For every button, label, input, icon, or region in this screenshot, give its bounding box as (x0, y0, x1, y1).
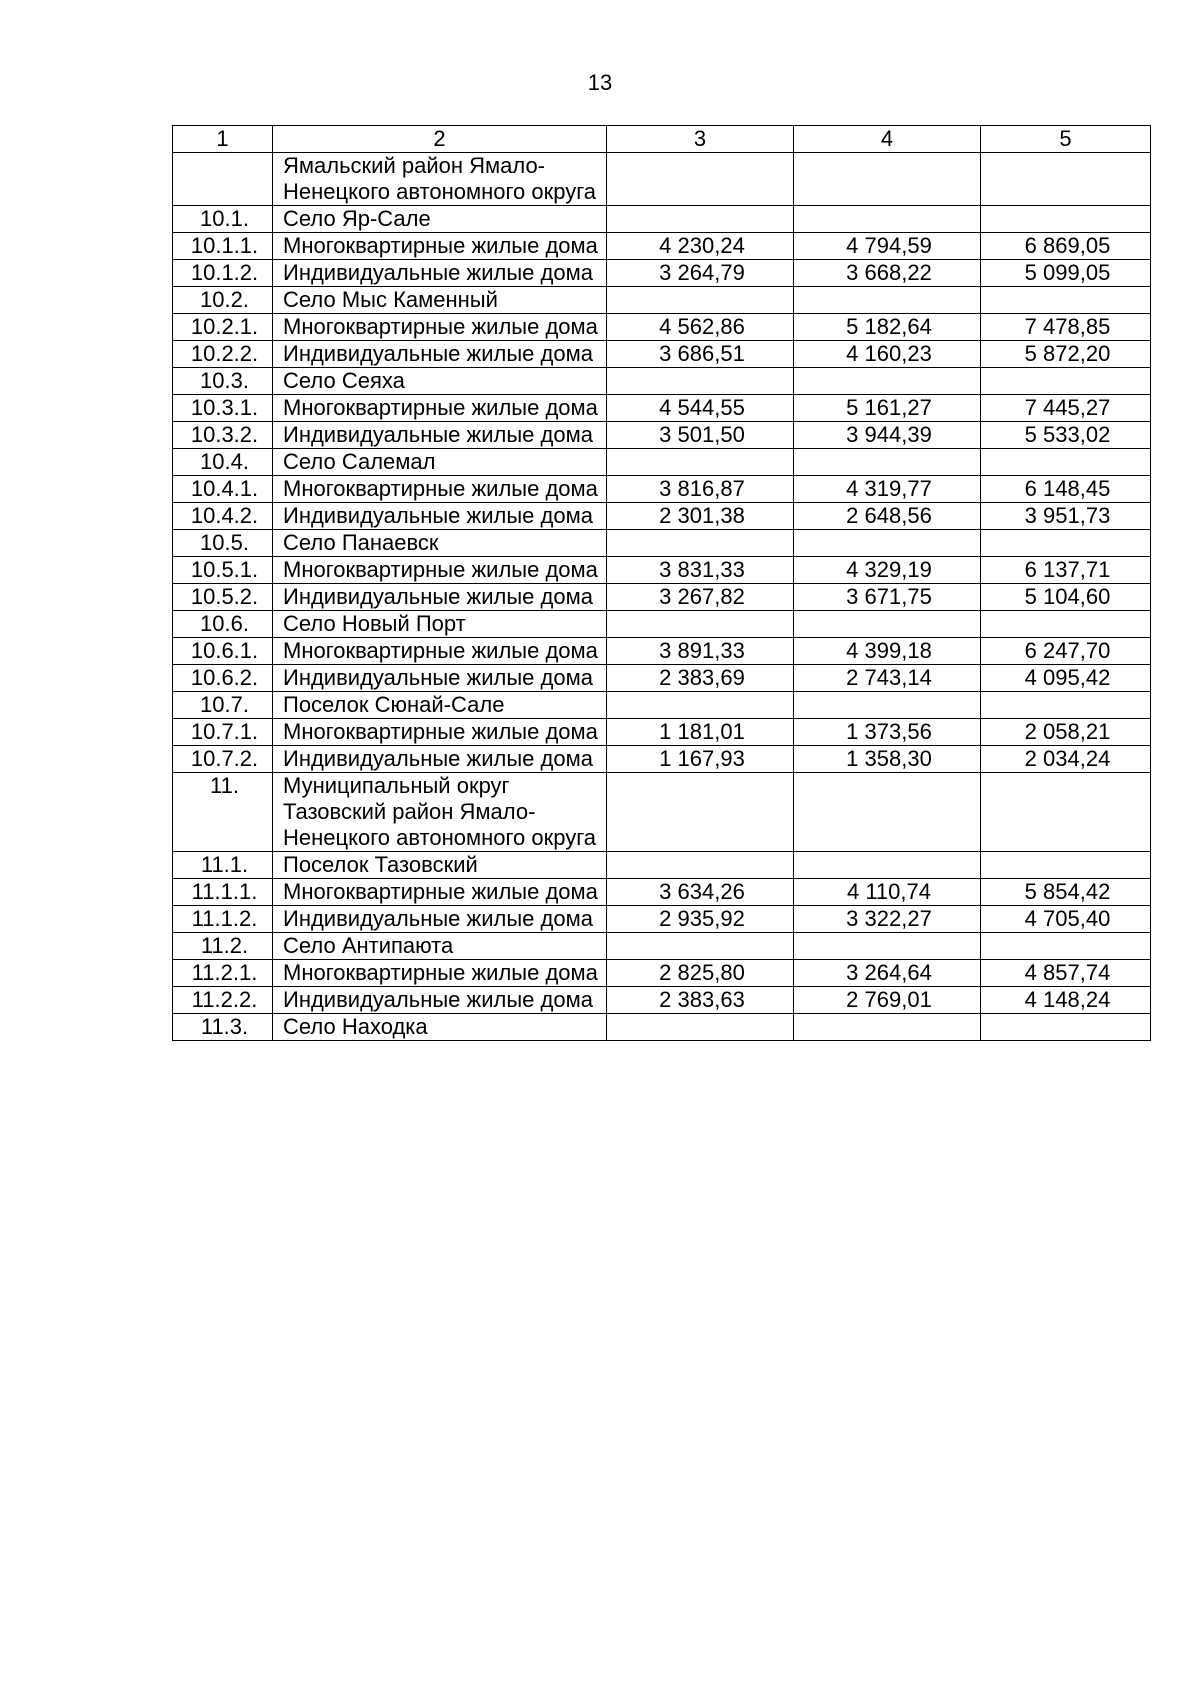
value-col-5: 6 247,70 (981, 638, 1151, 665)
value-col-5: 5 872,20 (981, 341, 1151, 368)
row-name: Индивидуальные жилые дома (273, 260, 607, 287)
row-number: 10.4.1. (173, 476, 273, 503)
row-name: Село Яр-Сале (273, 206, 607, 233)
row-name: Индивидуальные жилые дома (273, 746, 607, 773)
row-number: 11.3. (173, 1014, 273, 1041)
value-col-5: 6 137,71 (981, 557, 1151, 584)
value-col-3 (607, 153, 794, 206)
value-col-5 (981, 773, 1151, 852)
value-col-5: 5 104,60 (981, 584, 1151, 611)
row-name: Ямальский район Ямало-Ненецкого автономного округа (273, 153, 607, 206)
value-col-4: 4 794,59 (794, 233, 981, 260)
value-col-3: 1 181,01 (607, 719, 794, 746)
value-col-5: 3 951,73 (981, 503, 1151, 530)
value-col-4 (794, 206, 981, 233)
row-number: 10.6. (173, 611, 273, 638)
value-col-4: 3 322,27 (794, 906, 981, 933)
value-col-5 (981, 852, 1151, 879)
table-row (173, 449, 1151, 476)
value-col-5: 7 445,27 (981, 395, 1151, 422)
row-number: 10.1.1. (173, 233, 273, 260)
table-row (173, 852, 1151, 879)
value-col-3: 2 301,38 (607, 503, 794, 530)
value-col-4: 4 329,19 (794, 557, 981, 584)
value-col-4: 3 264,64 (794, 960, 981, 987)
table-row (173, 960, 1151, 987)
value-col-3: 1 167,93 (607, 746, 794, 773)
value-col-4: 3 671,75 (794, 584, 981, 611)
value-col-3: 4 230,24 (607, 233, 794, 260)
value-col-4 (794, 773, 981, 852)
value-col-3 (607, 449, 794, 476)
row-number: 10.3. (173, 368, 273, 395)
value-col-5 (981, 206, 1151, 233)
table-header-row (173, 126, 1151, 153)
column-header: 3 (607, 126, 794, 153)
table-row (173, 153, 1151, 206)
value-col-4 (794, 530, 981, 557)
row-number: 10.5.1. (173, 557, 273, 584)
row-name: Многоквартирные жилые дома (273, 476, 607, 503)
value-col-3 (607, 852, 794, 879)
value-col-4 (794, 1014, 981, 1041)
page-number: 13 (587, 70, 613, 95)
value-col-4 (794, 153, 981, 206)
row-name: Село Мыс Каменный (273, 287, 607, 314)
row-number: 10.7.2. (173, 746, 273, 773)
row-number: 11.2. (173, 933, 273, 960)
value-col-5: 7 478,85 (981, 314, 1151, 341)
value-col-5 (981, 692, 1151, 719)
row-name: Село Сеяха (273, 368, 607, 395)
value-col-4: 3 944,39 (794, 422, 981, 449)
value-col-5: 6 148,45 (981, 476, 1151, 503)
table-row (173, 665, 1151, 692)
value-col-3: 3 634,26 (607, 879, 794, 906)
row-name: Муниципальный округ Тазовский район Ямало-Ненецкого автономного округа (273, 773, 607, 852)
table-row (173, 314, 1151, 341)
value-col-3 (607, 773, 794, 852)
value-col-5 (981, 153, 1151, 206)
price-table (172, 125, 1151, 1041)
row-name: Многоквартирные жилые дома (273, 960, 607, 987)
row-name: Индивидуальные жилые дома (273, 665, 607, 692)
value-col-4: 4 319,77 (794, 476, 981, 503)
table-row (173, 233, 1151, 260)
value-col-5 (981, 449, 1151, 476)
value-col-3: 3 831,33 (607, 557, 794, 584)
row-name: Многоквартирные жилые дома (273, 314, 607, 341)
row-number: 10.2.2. (173, 341, 273, 368)
value-col-4: 2 769,01 (794, 987, 981, 1014)
table-row (173, 746, 1151, 773)
value-col-4: 2 743,14 (794, 665, 981, 692)
value-col-3 (607, 206, 794, 233)
value-col-4 (794, 933, 981, 960)
row-number: 10.5. (173, 530, 273, 557)
table-row (173, 906, 1151, 933)
value-col-5: 6 869,05 (981, 233, 1151, 260)
row-name: Поселок Тазовский (273, 852, 607, 879)
value-col-4: 4 160,23 (794, 341, 981, 368)
value-col-4: 5 161,27 (794, 395, 981, 422)
value-col-5: 4 095,42 (981, 665, 1151, 692)
row-name: Поселок Сюнай-Сале (273, 692, 607, 719)
value-col-4: 1 373,56 (794, 719, 981, 746)
value-col-5 (981, 368, 1151, 395)
row-number: 10.1. (173, 206, 273, 233)
column-header: 1 (173, 126, 273, 153)
row-number (173, 153, 273, 206)
value-col-3 (607, 1014, 794, 1041)
value-col-5 (981, 1014, 1151, 1041)
value-col-3 (607, 368, 794, 395)
table-row (173, 395, 1151, 422)
value-col-3 (607, 287, 794, 314)
table-row (173, 692, 1151, 719)
value-col-3: 2 383,69 (607, 665, 794, 692)
value-col-4: 2 648,56 (794, 503, 981, 530)
value-col-3 (607, 692, 794, 719)
value-col-4 (794, 287, 981, 314)
row-name: Индивидуальные жилые дома (273, 422, 607, 449)
value-col-3: 3 267,82 (607, 584, 794, 611)
table-row (173, 584, 1151, 611)
row-name: Многоквартирные жилые дома (273, 395, 607, 422)
row-number: 10.1.2. (173, 260, 273, 287)
value-col-5: 5 099,05 (981, 260, 1151, 287)
table-row (173, 638, 1151, 665)
value-col-5 (981, 530, 1151, 557)
row-name: Село Панаевск (273, 530, 607, 557)
row-name: Индивидуальные жилые дома (273, 503, 607, 530)
row-name: Многоквартирные жилые дома (273, 638, 607, 665)
row-name: Индивидуальные жилые дома (273, 906, 607, 933)
row-number: 11.2.2. (173, 987, 273, 1014)
value-col-5 (981, 287, 1151, 314)
column-header: 4 (794, 126, 981, 153)
value-col-3 (607, 933, 794, 960)
table-row (173, 503, 1151, 530)
row-number: 10.7. (173, 692, 273, 719)
row-name: Индивидуальные жилые дома (273, 987, 607, 1014)
value-col-4 (794, 852, 981, 879)
row-number: 10.2. (173, 287, 273, 314)
column-header: 2 (273, 126, 607, 153)
value-col-5: 4 705,40 (981, 906, 1151, 933)
value-col-3: 3 686,51 (607, 341, 794, 368)
table-row (173, 933, 1151, 960)
row-number: 11.1.2. (173, 906, 273, 933)
value-col-5: 2 034,24 (981, 746, 1151, 773)
row-name: Индивидуальные жилые дома (273, 341, 607, 368)
table-row (173, 206, 1151, 233)
value-col-5: 5 533,02 (981, 422, 1151, 449)
row-name: Село Антипаюта (273, 933, 607, 960)
table-row (173, 260, 1151, 287)
value-col-3: 3 501,50 (607, 422, 794, 449)
column-header: 5 (981, 126, 1151, 153)
table-row (173, 773, 1151, 852)
value-col-4 (794, 611, 981, 638)
value-col-5 (981, 933, 1151, 960)
table-row (173, 341, 1151, 368)
value-col-3: 4 562,86 (607, 314, 794, 341)
row-name: Многоквартирные жилые дома (273, 557, 607, 584)
row-name: Село Находка (273, 1014, 607, 1041)
row-number: 10.3.1. (173, 395, 273, 422)
row-name: Село Салемал (273, 449, 607, 476)
value-col-4: 5 182,64 (794, 314, 981, 341)
row-name: Многоквартирные жилые дома (273, 233, 607, 260)
row-number: 11.2.1. (173, 960, 273, 987)
table-row (173, 422, 1151, 449)
value-col-5: 2 058,21 (981, 719, 1151, 746)
value-col-3 (607, 611, 794, 638)
value-col-4 (794, 368, 981, 395)
value-col-5 (981, 611, 1151, 638)
value-col-5: 5 854,42 (981, 879, 1151, 906)
value-col-4 (794, 692, 981, 719)
row-number: 10.2.1. (173, 314, 273, 341)
row-number: 10.5.2. (173, 584, 273, 611)
row-number: 10.4. (173, 449, 273, 476)
value-col-5: 4 148,24 (981, 987, 1151, 1014)
table-row (173, 287, 1151, 314)
value-col-3: 3 264,79 (607, 260, 794, 287)
table-body (173, 153, 1151, 1041)
value-col-3: 3 891,33 (607, 638, 794, 665)
table-row (173, 719, 1151, 746)
table-row (173, 879, 1151, 906)
table-row (173, 530, 1151, 557)
table-row (173, 476, 1151, 503)
value-col-4: 4 110,74 (794, 879, 981, 906)
row-number: 11.1. (173, 852, 273, 879)
value-col-3: 3 816,87 (607, 476, 794, 503)
row-name: Село Новый Порт (273, 611, 607, 638)
row-number: 11.1.1. (173, 879, 273, 906)
value-col-4: 4 399,18 (794, 638, 981, 665)
row-name: Индивидуальные жилые дома (273, 584, 607, 611)
table-row (173, 557, 1151, 584)
row-number: 10.4.2. (173, 503, 273, 530)
row-number: 11. (173, 773, 273, 852)
row-number: 10.3.2. (173, 422, 273, 449)
table-row (173, 368, 1151, 395)
table-row (173, 1014, 1151, 1041)
value-col-3: 2 825,80 (607, 960, 794, 987)
value-col-3: 2 935,92 (607, 906, 794, 933)
row-name: Многоквартирные жилые дома (273, 879, 607, 906)
value-col-4: 1 358,30 (794, 746, 981, 773)
row-number: 10.6.1. (173, 638, 273, 665)
row-name: Многоквартирные жилые дома (273, 719, 607, 746)
row-number: 10.6.2. (173, 665, 273, 692)
value-col-3: 2 383,63 (607, 987, 794, 1014)
value-col-3 (607, 530, 794, 557)
value-col-4: 3 668,22 (794, 260, 981, 287)
table-row (173, 987, 1151, 1014)
value-col-3: 4 544,55 (607, 395, 794, 422)
value-col-4 (794, 449, 981, 476)
row-number: 10.7.1. (173, 719, 273, 746)
table-row (173, 611, 1151, 638)
value-col-5: 4 857,74 (981, 960, 1151, 987)
